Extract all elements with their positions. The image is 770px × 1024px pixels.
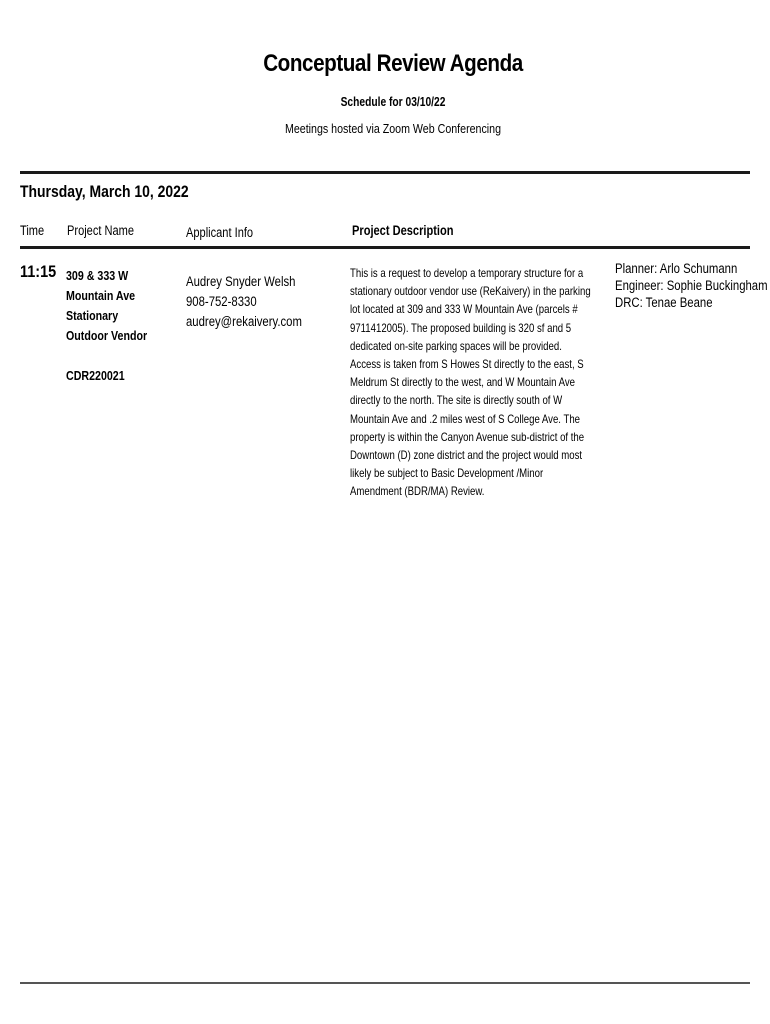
description-line: property is within the Canyon Avenue sub-district of the	[350, 429, 585, 444]
description-line: dedicated on-site parking spaces will be provided.	[350, 338, 562, 353]
project-description-cell	[350, 264, 591, 501]
project-name-line: Mountain Ave	[66, 288, 136, 303]
project-id: CDR220021	[66, 368, 125, 383]
description-line: Mountain Ave and .2 miles west of S College Ave. The	[350, 411, 581, 426]
description-line: Access is taken from S Howes St directly to the east, S	[350, 357, 584, 372]
engineer-assignment: Engineer: Sophie Buckingham	[615, 278, 768, 293]
schedule-date: Schedule for 03/10/22	[340, 95, 446, 109]
description-line: directly to the north. The site is directly south of W	[350, 393, 563, 408]
header-divider	[20, 171, 750, 174]
project-name-line: Outdoor Vendor	[66, 328, 148, 343]
project-name-cell	[66, 266, 147, 386]
project-name-line: 309 & 333 W	[66, 268, 129, 283]
description-line: lot located at 309 and 333 W Mountain Ave (parcels #	[350, 302, 578, 317]
column-header-divider	[20, 246, 750, 249]
project-name-line: Stationary	[66, 308, 119, 323]
description-line: Amendment (BDR/MA) Review.	[350, 484, 485, 499]
applicant-phone: 908-752-8330	[186, 294, 257, 309]
agenda-time: 11:15	[20, 262, 57, 281]
page-title: Conceptual Review Agenda	[263, 50, 523, 77]
description-line: stationary outdoor vendor use (ReKaivery) in the parking	[350, 284, 591, 299]
column-header-project-description: Project Description	[352, 223, 454, 238]
planner-assignment: Planner: Arlo Schumann	[615, 261, 738, 276]
drc-assignment: DRC: Tenae Beane	[615, 295, 713, 310]
column-header-time: Time	[20, 223, 45, 238]
description-line: This is a request to develop a temporary structure for a	[350, 266, 584, 280]
column-header-project-name: Project Name	[67, 223, 135, 238]
project-name-spacer	[66, 346, 147, 366]
description-line: 9711412005). The proposed building is 320 sf and 5	[350, 320, 572, 335]
applicant-email: audrey@rekaivery.com	[186, 314, 302, 329]
staff-assignment-cell	[615, 260, 768, 311]
footer-divider	[20, 982, 750, 984]
description-line: Meldrum St directly to the west, and W Mountain Ave	[350, 375, 575, 390]
applicant-name: Audrey Snyder Welsh	[186, 274, 296, 289]
meeting-note: Meetings hosted via Zoom Web Conferencing	[284, 121, 502, 136]
day-heading: Thursday, March 10, 2022	[20, 182, 189, 201]
applicant-info-cell	[186, 272, 302, 332]
description-line: Downtown (D) zone district and the project would most	[350, 448, 583, 463]
column-header-applicant-info: Applicant Info	[186, 225, 254, 240]
description-line: likely be subject to Basic Development /Minor	[350, 466, 544, 481]
